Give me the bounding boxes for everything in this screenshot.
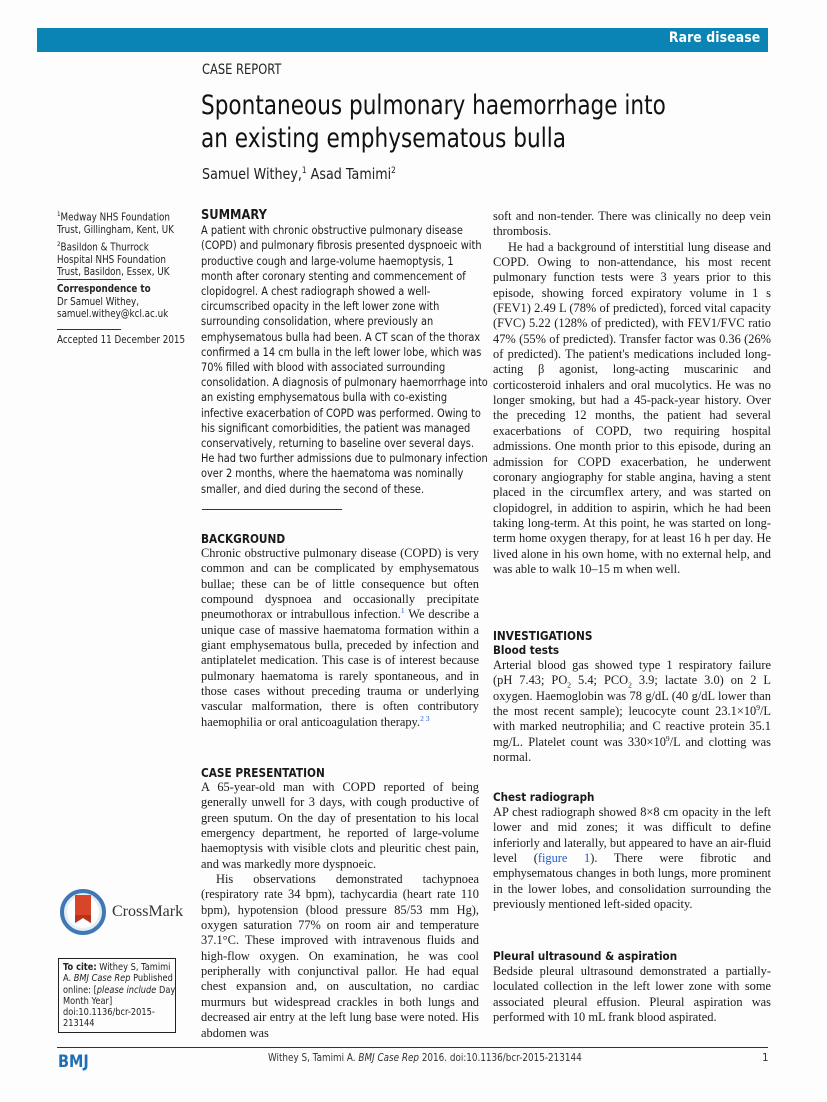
superscript: 9 (756, 702, 760, 712)
background-heading: BACKGROUND (201, 532, 286, 546)
section-banner (37, 28, 768, 52)
pleural-paragraph: Bedside pleural ultrasound demonstrated a partially-loculated collection in the left lower zone with some associated pleural effusion. Pleural aspiration was performed with 10 mL frank blood aspirated. (493, 964, 771, 1025)
reference-link[interactable]: 1 (400, 606, 405, 616)
author-name[interactable]: Asad Tamimi (310, 165, 392, 183)
chest-text: AP chest radiograph showed 8×8 cm opacity in the left lower and mid zones; it was difficult to define inferiorly and laterally, but appeared to have an air-fluid level ( (493, 805, 771, 866)
crossmark-label: CrossMark (112, 903, 184, 920)
chest-radiograph-heading: Chest radiograph (493, 790, 595, 804)
background-text-a: Chronic obstructive pulmonary disease (COPD) is very common and can be complicated by emphysematous bullae; these can be of little consequence but often compound dyspnoea and occasionally precipitate pneumothorax or intrabullous infection. (201, 546, 479, 622)
correspondence (57, 284, 181, 322)
article-title (201, 89, 666, 155)
case-paragraph-2: His observations demonstrated tachypnoea (respiratory rate 34 bpm), tachycardia (heart rate 110 bpm), hypotension (blood pressure 85/53 mm Hg), oxygen saturation 77% on room air and temperature 37.1°C. These improved with intravenous fluids and high-flow oxygen. On examination, he was cool peripherally with conjunctival pallor. He had equal chest expansion and, on auscultation, no cardiac murmurs but widespread crackles in both lungs and decreased air entry at the left lung base were noted. His abdomen was (201, 872, 479, 1040)
correspondence-email[interactable]: samuel.withey@kcl.ac.uk (57, 309, 169, 321)
page-number: 1 (762, 1052, 769, 1064)
article-type: CASE REPORT (202, 62, 282, 78)
affiliations (57, 208, 181, 280)
case-presentation-continued (493, 209, 771, 577)
blood-text: 5.4; PCO (571, 673, 629, 688)
cite-authors: Withey S, Tamimi A. (63, 962, 171, 985)
affiliation-text: Medway NHS Foundation Trust, Gillingham, Kent, UK (57, 212, 174, 236)
pleural-section (493, 949, 771, 1025)
superscript: 9 (665, 733, 670, 743)
chest-radiograph-text (493, 805, 771, 912)
cite-doi[interactable]: doi:10.1136/bcr-2015-213144 (63, 1007, 155, 1030)
accepted-text: Accepted 11 December 2015 (57, 335, 186, 346)
title-line-2: an existing emphysematous bulla (201, 123, 566, 154)
cite-box (58, 958, 176, 1033)
blood-text: /L with marked neutrophilia; and C reactive protein 35.1 mg/L. Platelet count was 330×10 (493, 704, 771, 749)
footer-authors: Withey S, Tamimi A. (268, 1052, 356, 1064)
bmj-logo: BMJ (58, 1052, 89, 1072)
figure-link[interactable]: figure 1 (537, 851, 591, 866)
author-list (202, 165, 396, 183)
blood-text: /L and clotting was normal. (493, 734, 771, 765)
chest-radiograph-section (493, 790, 771, 912)
pleural-text (493, 964, 771, 1025)
background-text (201, 546, 479, 730)
investigations-heading: INVESTIGATIONS (493, 629, 593, 643)
background-text-b: We describe a unique case of massive haematoma formation within a giant emphysematous bulla, preceded by infection and antiplatelet medication. This case is of interest because pulmonary haematoma is rarely spontaneous, and in those cases without preceding trauma or underlying vascular malformation, there is often contributory haemophilia or oral anticoagulation therapy. (201, 607, 479, 729)
affiliation-sup: 2 (57, 239, 61, 248)
section-label: Rare disease (668, 30, 760, 46)
cite-journal: BMJ Case Rep (73, 973, 131, 985)
case-paragraph-2-cont: soft and non-tender. There was clinically no deep vein thrombosis. (493, 209, 771, 239)
accepted-date (57, 335, 186, 348)
footer-doi[interactable]: 2016. doi:10.1136/bcr-2015-213144 (419, 1052, 582, 1064)
footer-journal: BMJ Case Rep (358, 1052, 420, 1064)
correspondence-heading: Correspondence to (57, 284, 151, 295)
pleural-heading: Pleural ultrasound & aspiration (493, 949, 678, 963)
sidebar-divider (57, 279, 121, 280)
blood-text: 3.9; lactate 3.0) on 2 L oxygen. Haemoglobin was 78 g/dL (40 g/dL lower than the most recent sample); leucocyte count 23.1×10 (493, 673, 771, 719)
affiliation-sup: 1 (57, 210, 61, 218)
background-section (201, 532, 479, 730)
affiliation-marker: 1 (301, 165, 307, 176)
footer-divider (57, 1047, 768, 1048)
reference-link[interactable]: 2 3 (420, 713, 430, 723)
crossmark-badge[interactable] (60, 889, 183, 935)
summary-heading: SUMMARY (201, 207, 267, 223)
chest-text: ). There were fibrotic and emphysematous changes in both lungs, more prominent in the lower lobes, and consolidation surrounding the previously mentioned left-sided opacity. (493, 851, 771, 912)
correspondence-name: Dr Samuel Withey, (57, 296, 140, 308)
cite-placeholder: please include (96, 984, 157, 996)
case-presentation-text (201, 780, 479, 1041)
affiliation-item (57, 208, 186, 238)
subscript: 2 (628, 680, 632, 690)
affiliation-marker: 2 (391, 165, 396, 176)
blood-text: Arterial blood gas showed type 1 respiratory failure (pH 7.43; PO (493, 658, 771, 688)
sidebar-divider (57, 329, 121, 330)
cite-published: Published online: [ (63, 973, 173, 996)
case-paragraph-1: A 65-year-old man with COPD reported of being generally unwell for 3 days, with cough productive of green sputum. On the day of presentation to his local emergency department, he reported of large-volume haemoptysis with visible clots and pleuritic chest pain, and was markedly more dyspnoeic. (201, 780, 479, 871)
summary-text: A patient with chronic obstructive pulmonary disease (COPD) and pulmonary fibrosis presented dyspnoeic with productive cough and large-volume haemoptysis, 1 month after coronary stenting and commencement of clopidogrel. A chest radiograph showed a well-circumscribed opacity in the left lower zone with surrounding consolidation, where previously an emphysematous bulla had been. A CT scan of the thorax confirmed a 14 cm bulla in the left lower lobe, which was 70% filled with blood with associated surrounding consolidation. A diagnosis of pulmonary haemorrhage into an existing emphysematous bulla with co-existing infective exacerbation of COPD was performed. Owing to his significant comorbidities, the patient was managed conservatively, returning to baseline over several days. He had two further admissions due to pulmonary infection over 2 months, where the haematoma was nominally smaller, and died during the second of these. (201, 223, 488, 496)
crossmark-icon (60, 889, 106, 935)
case-presentation-section (201, 766, 479, 1041)
title-line-1: Spontaneous pulmonary haemorrhage into (201, 90, 666, 121)
blood-tests-text (493, 658, 771, 765)
affiliation-item (57, 238, 186, 280)
summary-section (201, 208, 491, 497)
subscript: 2 (567, 680, 572, 690)
footer-citation (268, 1052, 582, 1064)
cite-label: To cite: (63, 962, 97, 973)
author-name[interactable]: Samuel Withey, (202, 165, 302, 183)
summary-divider (202, 509, 342, 510)
case-presentation-heading: CASE PRESENTATION (201, 766, 325, 780)
blood-tests-heading: Blood tests (493, 643, 560, 657)
case-paragraph-3: He had a background of interstitial lung disease and COPD. Owing to non-attendance, his most recent pulmonary function tests were 3 years prior to this episode, showing forced expiratory volume in 1 s (FEV1) 2.49 L (78% of predicted), forced vital capacity (FVC) 5.22 (128% of predicted), with FEV1/FVC ratio 47% (55% of predicted). Transfer factor was 0.36 (26% of predicted). The patient's medications included long-acting β agonist, long-acting muscarinic and corticosteroid inhalers and oral mucolytics. He was no longer smoking, but had a 45-pack-year history. Over the preceding 12 months, the patient had several exacerbations of COPD, two requiring hospital admissions. One month prior to this episode, during an admission for COPD exacerbation, he underwent coronary angiography for stable angina, having a stent placed in the circumflex artery, and was started on clopidogrel, in addition to aspirin, which he had been taking long-term. At this point, he was started on long-term home oxygen therapy, for at least 16 h per day. He lived alone in his own home, with no external help, and was able to walk 10–15 m when well. (493, 239, 771, 576)
cite-date: Day Month Year] (63, 984, 176, 1007)
affiliation-text: Basildon & Thurrock Hospital NHS Foundation Trust, Basildon, Essex, UK (57, 241, 170, 279)
investigations-section (493, 629, 771, 765)
